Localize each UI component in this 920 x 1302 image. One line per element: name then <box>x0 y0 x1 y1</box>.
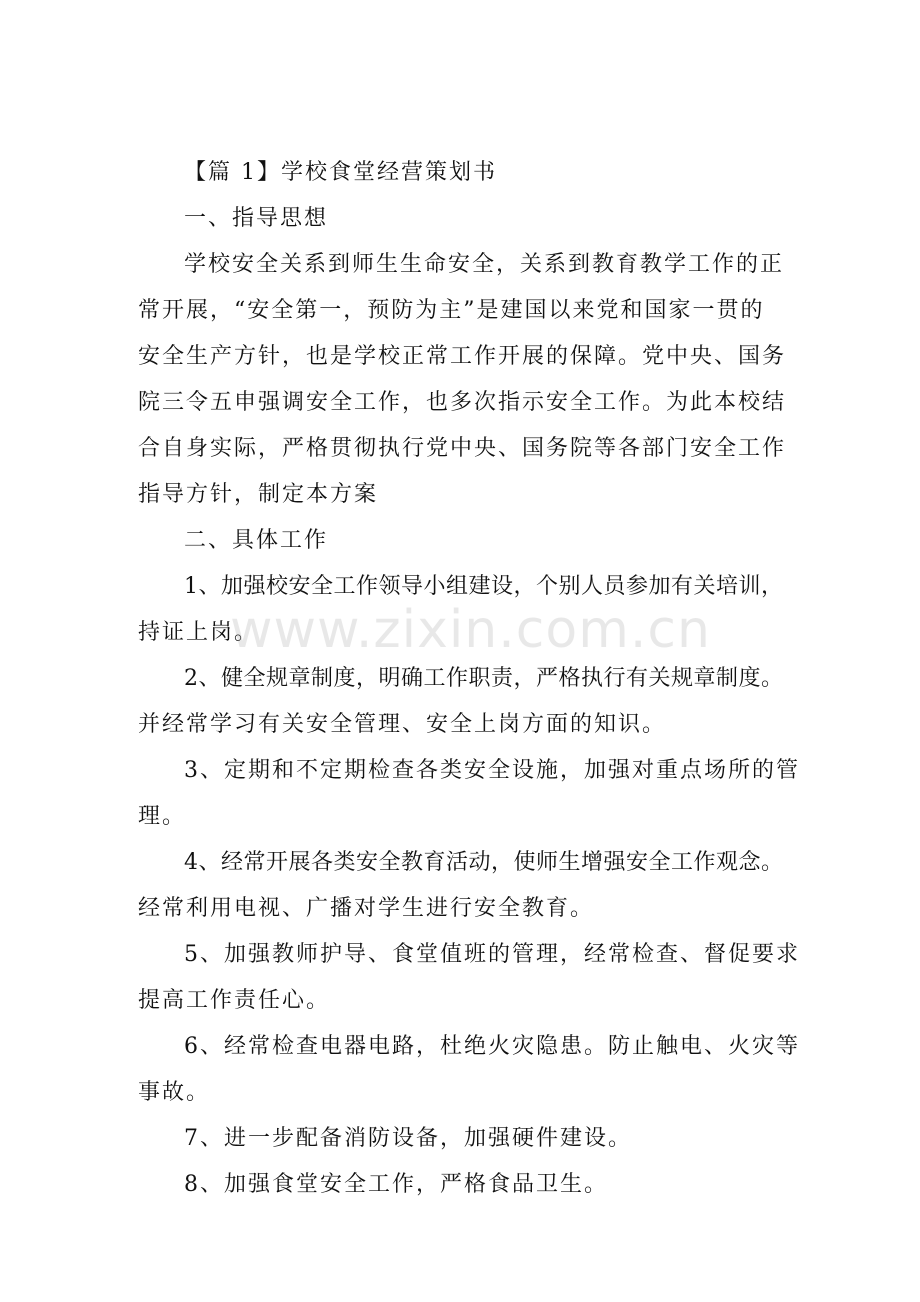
list-item-continuation: 提高工作责任心。 <box>138 988 331 1013</box>
list-item: 4、经常开展各类安全教育活动，使师生增强安全工作观念。 <box>184 850 784 875</box>
guiding-ideology-paragraph <box>138 242 788 518</box>
list-item: 5、加强教师护导、食堂值班的管理，经常检查、督促要求 <box>184 942 800 967</box>
paragraph-line: 指导方针，制定本方案 <box>138 482 379 507</box>
list-item-continuation: 并经常学习有关安全管理、安全上岗方面的知识。 <box>138 712 667 737</box>
work-item-6 <box>138 1024 800 1116</box>
list-item: 8、加强食堂安全工作，严格食品卫生。 <box>184 1172 608 1197</box>
list-item-continuation: 经常利用电视、广播对学生进行安全教育。 <box>138 896 595 921</box>
work-item-4 <box>138 840 788 932</box>
paragraph-line: 院三令五申强调安全工作，也多次指示安全工作。为此本校结 <box>138 390 787 415</box>
list-item: 1、加强校安全工作领导小组建设，个别人员参加有关培训， <box>184 574 784 599</box>
list-item: 7、进一步配备消防设备，加强硬件建设。 <box>184 1126 632 1151</box>
paragraph-line: 常开展，“安全第一，预防为主”是建国以来党和国家一贯的 <box>138 298 765 323</box>
work-item-8 <box>138 1162 788 1208</box>
list-item-continuation: 持证上岗。 <box>138 620 259 645</box>
section-heading-guiding-ideology: 一、指导思想 <box>184 206 329 231</box>
document-title: 【篇 1】学校食堂经营策划书 <box>184 160 497 185</box>
section-heading-specific-work: 二、具体工作 <box>184 528 329 553</box>
work-item-2 <box>138 656 788 748</box>
work-item-3 <box>138 748 800 840</box>
list-item-continuation: 理。 <box>138 804 187 829</box>
list-item-continuation: 事故。 <box>138 1080 211 1105</box>
list-item: 6、经常检查电器电路，杜绝火灾隐患。防止触电、火灾等 <box>184 1034 800 1059</box>
paragraph-line: 安全生产方针，也是学校正常工作开展的保障。党中央、国务 <box>138 344 787 369</box>
watermark-text: www.zixin.com.cn <box>230 600 711 660</box>
paragraph-line: 合自身实际，严格贯彻执行党中央、国务院等各部门安全工作 <box>138 436 787 461</box>
work-item-5 <box>138 932 800 1024</box>
list-item: 2、健全规章制度，明确工作职责，严格执行有关规章制度。 <box>184 666 784 691</box>
document-page <box>138 150 800 1208</box>
paragraph-line: 学校安全关系到师生生命安全，关系到教育教学工作的正 <box>184 252 785 277</box>
work-item-7 <box>138 1116 788 1162</box>
list-item: 3、定期和不定期检查各类安全设施，加强对重点场所的管 <box>184 758 800 783</box>
